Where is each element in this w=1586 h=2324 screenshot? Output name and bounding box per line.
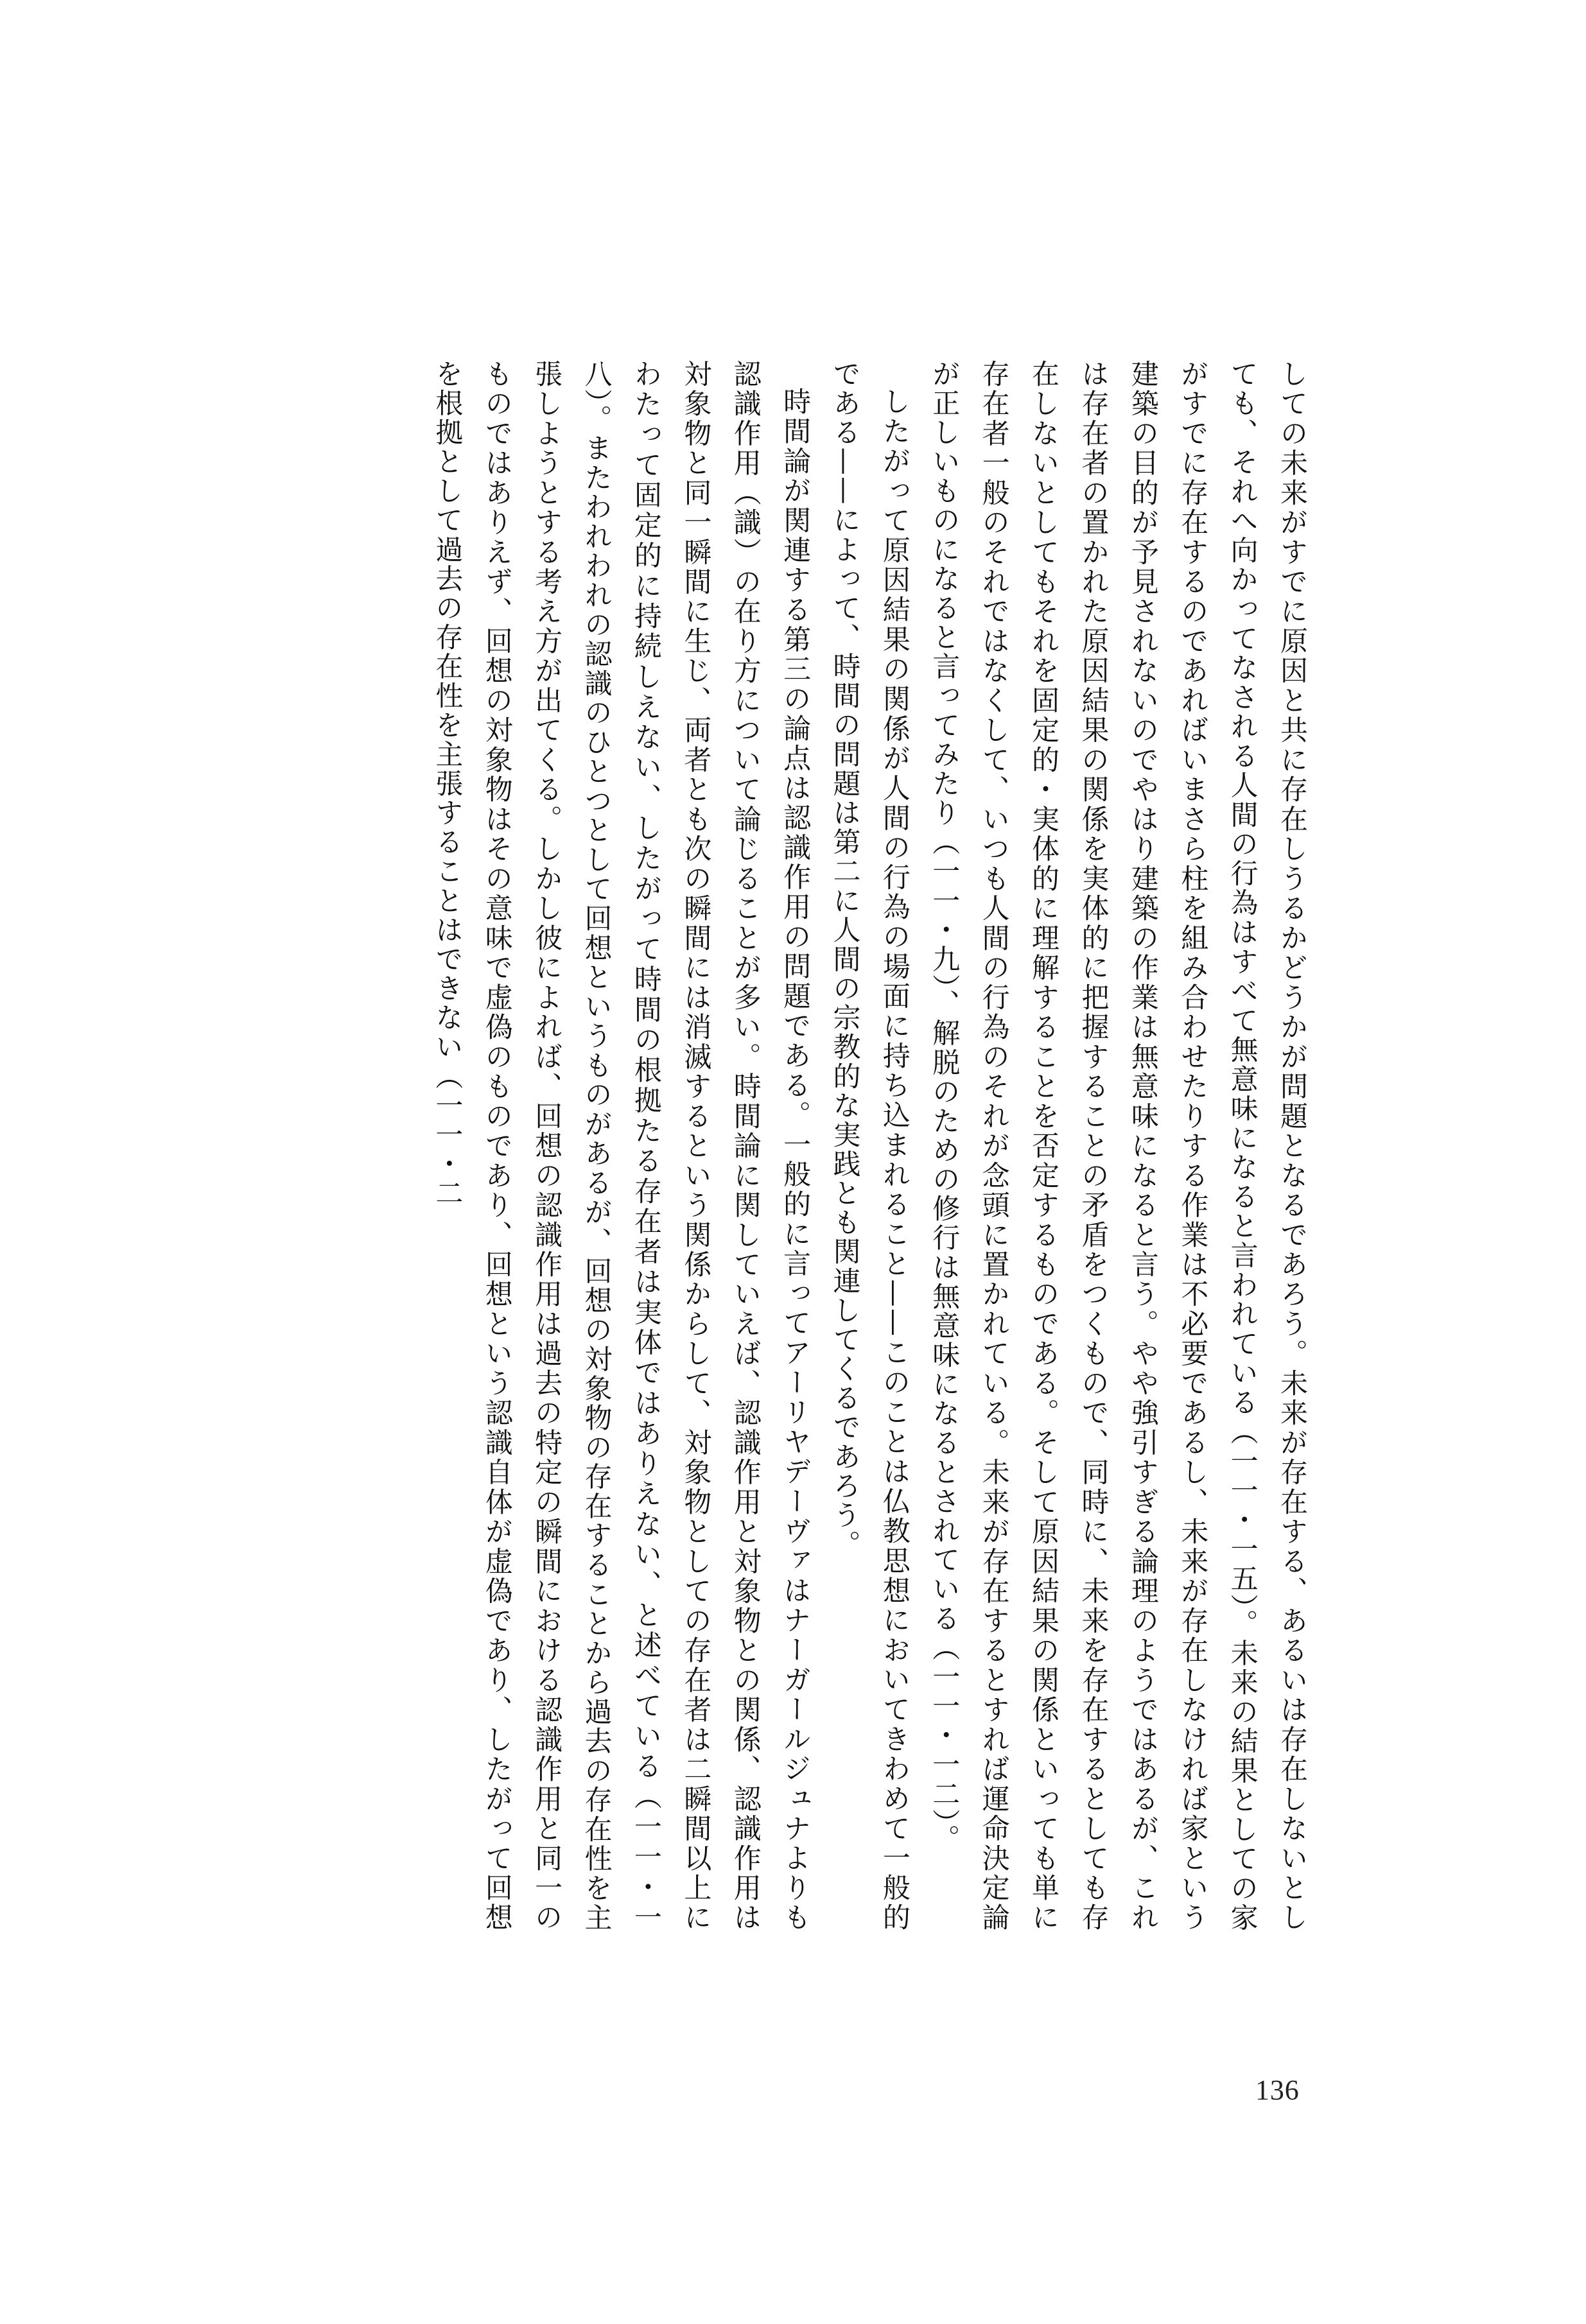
paragraph-2: したがって原因結果の関係が人間の行為の場面に持ち込まれること——このことは仏教思想においてきわめて一般的である——によって、時間の問題は第二に人間の宗教的な実践とも関連してくるであろう。 (828, 360, 911, 1932)
vertical-text-body (77, 360, 1316, 1932)
paragraph-3: 時間論が関連する第三の論点は認識作用の問題である。一般的に言ってアーリヤデーヴァはナーガールジュナよりも認識作用（識）の在り方について論じることが多い。時間論に関していえば、認識作用と対象物との関係、認識作用は対象物と同一瞬間に生じ、両者とも次の瞬間には消滅するという関係からして、対象物としての存在者は二瞬間以上にわたって固定的に持続しえない、したがって時間の根拠たる存在者は実体ではありえない、と述べている（一一・一八）。またわれわれの認識のひとつとして回想というものがあるが、回想の対象物の存在することから過去の存在性を主張しようとする考え方が出てくる。しかし彼によれば、回想の認識作用は過去の特定の瞬間における認識作用と同一のものではありえず、回想の対象物はその意味で虚偽のものであり、回想という認識自体が虚偽であり、したがって回想を根拠として過去の存在性を主張することはできない（一一・二 (431, 360, 812, 1932)
page-number: 136 (1255, 2074, 1300, 2106)
paragraph-1: しての未来がすでに原因と共に存在しうるかどうかが問題となるであろう。未来が存在する、あるいは存在しないとしても、それへ向かってなされる人間の行為はすべて無意味になると言われている（一一・一五）。未来の結果としての家がすでに存在するのであればいまさら柱を組み合わせたりする作業は不必要であるし、未来が存在しなければ家という建築の目的が予見されないのでやはり建築の作業は無意味になると言う。やや強引すぎる論理のようではあるが、これは存在者の置かれた原因結果の関係を実体的に把握することの矛盾をつくもので、同時に、未来を存在するとしても存在しないとしてもそれを固定的・実体的に理解することを否定するものである。そして原因結果の関係といっても単に存在者一般のそれではなくして、いつも人間の行為のそれが念頭に置かれている。未来が存在するとすれば運命決定論が正しいものになると言ってみたり（一一・九）、解脱のための修行は無意味になるとされている（一一・一二）。 (928, 360, 1308, 1932)
